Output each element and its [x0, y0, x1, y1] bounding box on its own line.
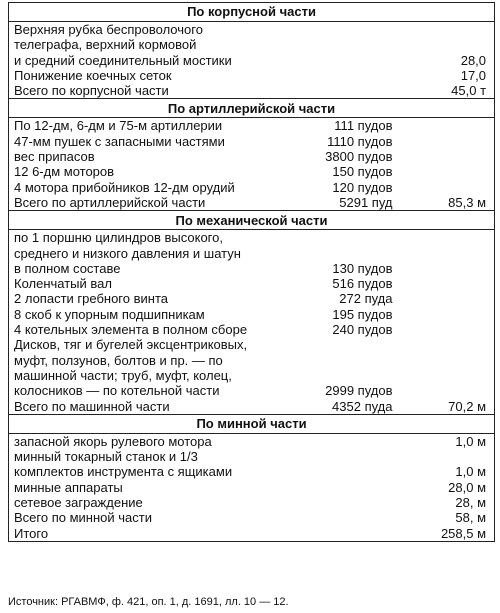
table-row	[9, 68, 495, 83]
section-header-row	[9, 99, 495, 118]
item-weight: 70,2 м	[448, 398, 487, 414]
table-row	[9, 164, 495, 179]
item-quantity: 3800 пудов	[325, 149, 393, 165]
item-description	[9, 68, 309, 83]
table-row	[9, 495, 495, 510]
item-quantity: 1110 пудов	[327, 133, 393, 149]
description-line: минный токарный станок и 1/3	[14, 449, 198, 465]
item-description	[9, 230, 309, 276]
description-line: Всего по минной части	[14, 510, 152, 526]
table-row	[9, 449, 495, 480]
item-weight: 17,0	[460, 67, 487, 83]
description-line: Всего по корпусной части	[14, 83, 169, 99]
item-quantity	[309, 526, 415, 542]
description-line: машинной части; труб, муфт, колец,	[14, 367, 232, 383]
item-description	[9, 276, 309, 291]
source-note: Источник: РГАВМФ, ф. 421, оп. 1, д. 1691, лл. 10 — 12.	[8, 596, 289, 608]
item-weight: 28, м	[455, 495, 487, 511]
description-line: Итого	[14, 525, 49, 541]
table-row	[9, 337, 495, 398]
description-line: 4 мотора прибойников 12-дм орудий	[14, 179, 235, 195]
table-row	[9, 433, 495, 449]
description-line: муфт, ползунов, болтов и пр. — по	[14, 352, 223, 368]
description-line: среднего и низкого давления и шатун	[14, 245, 241, 261]
table-row	[9, 322, 495, 337]
item-weight	[415, 180, 495, 195]
section-title: По механической части	[9, 211, 495, 230]
item-quantity: 4352 пуда	[332, 398, 393, 414]
item-weight	[415, 322, 495, 337]
description-line: Дисков, тяг и бугелей эксцентриковых,	[14, 337, 248, 353]
item-description	[9, 307, 309, 322]
item-quantity: 111 пудов	[334, 118, 393, 134]
table-row	[9, 526, 495, 542]
item-quantity: 120 пудов	[332, 179, 393, 195]
item-description	[9, 83, 309, 99]
item-description	[9, 22, 309, 68]
section-title: По корпусной части	[9, 3, 495, 22]
item-weight	[415, 118, 495, 134]
item-quantity: 130 пудов	[332, 260, 393, 276]
item-description	[9, 449, 309, 480]
table-row	[9, 149, 495, 164]
item-description	[9, 495, 309, 510]
description-line: 8 скоб к упорным подшипникам	[14, 306, 205, 322]
item-quantity	[309, 495, 415, 510]
item-quantity	[309, 83, 415, 99]
description-line: сетевое заграждение	[14, 495, 143, 511]
description-line: запасной якорь рулевого мотора	[14, 433, 212, 449]
item-weight: 258,5 м	[440, 525, 487, 541]
table-row	[9, 118, 495, 134]
table-row	[9, 480, 495, 495]
item-description	[9, 510, 309, 525]
item-description	[9, 399, 309, 415]
item-weight	[415, 230, 495, 276]
table-row	[9, 230, 495, 276]
item-quantity: 516 пудов	[332, 276, 393, 292]
section-header-row	[9, 211, 495, 230]
description-line: вес припасов	[14, 149, 95, 165]
item-quantity: 150 пудов	[332, 164, 393, 180]
description-line: Верхняя рубка беспроволочого	[14, 22, 203, 37]
item-description	[9, 195, 309, 211]
item-weight	[415, 307, 495, 322]
table-row	[9, 195, 495, 211]
item-weight	[415, 291, 495, 306]
description-line: Всего по машинной части	[14, 398, 170, 414]
item-description	[9, 149, 309, 164]
item-weight	[415, 276, 495, 291]
description-line: комплектов инструмента с ящиками	[14, 464, 233, 480]
item-quantity: 2999 пудов	[325, 383, 393, 399]
item-description	[9, 118, 309, 134]
weight-table	[8, 2, 495, 542]
table-row	[9, 276, 495, 291]
item-description	[9, 322, 309, 337]
item-quantity	[309, 449, 415, 480]
item-description	[9, 134, 309, 149]
document	[8, 2, 494, 542]
item-weight: 1,0 м	[455, 433, 487, 449]
description-line: 47-мм пушек с запасными частями	[14, 133, 225, 149]
description-line: 12 6-дм моторов	[14, 164, 115, 180]
item-quantity: 5291 пуд	[339, 194, 393, 210]
description-line: и средний соединительный мостики	[14, 52, 232, 68]
item-weight: 85,3 м	[448, 194, 487, 210]
item-weight: 45,0 т	[451, 83, 487, 99]
item-quantity	[309, 480, 415, 495]
description-line: в полном составе	[14, 260, 121, 276]
item-weight: 28,0	[460, 52, 487, 68]
item-weight	[415, 149, 495, 164]
table-row	[9, 134, 495, 149]
item-quantity	[309, 433, 415, 449]
item-description	[9, 291, 309, 306]
description-line: Коленчатый вал	[14, 276, 112, 292]
item-weight: 28,0 м	[448, 479, 487, 495]
item-quantity: 272 пуда	[339, 291, 393, 307]
description-line: Понижение коечных сеток	[14, 67, 172, 83]
description-line: 2 лопасти гребного винта	[14, 291, 168, 307]
item-description	[9, 433, 309, 449]
table-row	[9, 307, 495, 322]
description-line: Всего по артиллерийской части	[14, 194, 206, 210]
item-description	[9, 180, 309, 195]
description-line: колосников — по котельной части	[14, 383, 220, 399]
item-weight	[415, 134, 495, 149]
item-quantity: 240 пудов	[332, 322, 393, 338]
item-weight	[415, 337, 495, 398]
table-row	[9, 291, 495, 306]
item-description	[9, 480, 309, 495]
item-weight: 58, м	[455, 510, 487, 526]
item-weight: 1,0 м	[455, 464, 487, 480]
item-description	[9, 164, 309, 179]
description-line: по 1 поршню цилиндров высокого,	[14, 230, 223, 246]
table-row	[9, 399, 495, 415]
section-title: По минной части	[9, 414, 495, 433]
section-header-row	[9, 414, 495, 433]
item-quantity	[309, 510, 415, 525]
item-description	[9, 526, 309, 542]
weight-table-body	[9, 3, 495, 542]
description-line: 4 котельных элемента в полном сборе	[14, 322, 248, 338]
section-title: По артиллерийской части	[9, 99, 495, 118]
item-weight	[415, 164, 495, 179]
item-quantity	[309, 22, 415, 68]
item-description	[9, 337, 309, 398]
table-row	[9, 22, 495, 68]
table-row	[9, 180, 495, 195]
item-quantity	[309, 68, 415, 83]
description-line: телеграфа, верхний кормовой	[14, 37, 197, 53]
item-quantity: 195 пудов	[332, 306, 393, 322]
description-line: минные аппараты	[14, 479, 123, 495]
section-header-row	[9, 3, 495, 22]
table-row	[9, 83, 495, 99]
description-line: По 12-дм, 6-дм и 75-м артиллерии	[14, 118, 223, 134]
table-row	[9, 510, 495, 525]
